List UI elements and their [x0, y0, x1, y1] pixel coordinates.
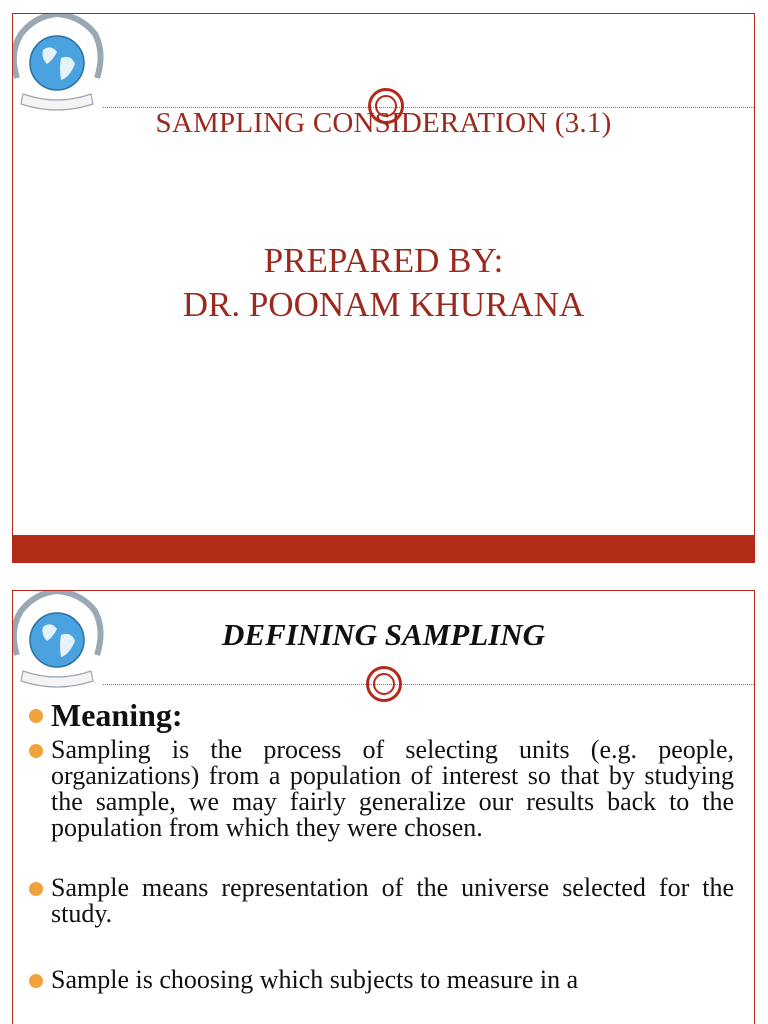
- bullet-dot-icon: [29, 882, 43, 896]
- title-slide: [12, 13, 755, 563]
- bullet-text: Sample means representation of the universe selected for the study.: [51, 873, 734, 928]
- bullet-dot-icon: [29, 709, 43, 723]
- slide-title: SAMPLING CONSIDERATION (3.1): [155, 107, 612, 139]
- bullet-list: [27, 697, 734, 993]
- divider-line: [103, 684, 754, 685]
- content-slide: [12, 590, 755, 1024]
- bullet-item: [27, 967, 734, 993]
- bullet-item: [27, 737, 734, 841]
- author-name: DR. POONAM KHURANA: [182, 285, 585, 324]
- bullet-text: Sample is choosing which subjects to measure in a: [51, 965, 579, 994]
- prepared-by-label: PREPARED BY:: [263, 241, 504, 280]
- bullet-text: Sampling is the process of selecting units (e.g. people, organizations) from a population of interest so that by studying the sample, we may fairly generalize our results back to the population from which they were chosen.: [51, 735, 734, 842]
- bullet-heading: [27, 697, 734, 733]
- heading-text: Meaning:: [51, 697, 183, 733]
- footer-accent-bar: [13, 535, 754, 562]
- prepared-by: [13, 239, 754, 327]
- slide-title: DEFINING SAMPLING: [222, 617, 545, 652]
- bullet-dot-icon: [29, 744, 43, 758]
- bullet-item: [27, 875, 734, 927]
- institute-globe-emblem-icon: [12, 13, 109, 116]
- bullet-dot-icon: [29, 974, 43, 988]
